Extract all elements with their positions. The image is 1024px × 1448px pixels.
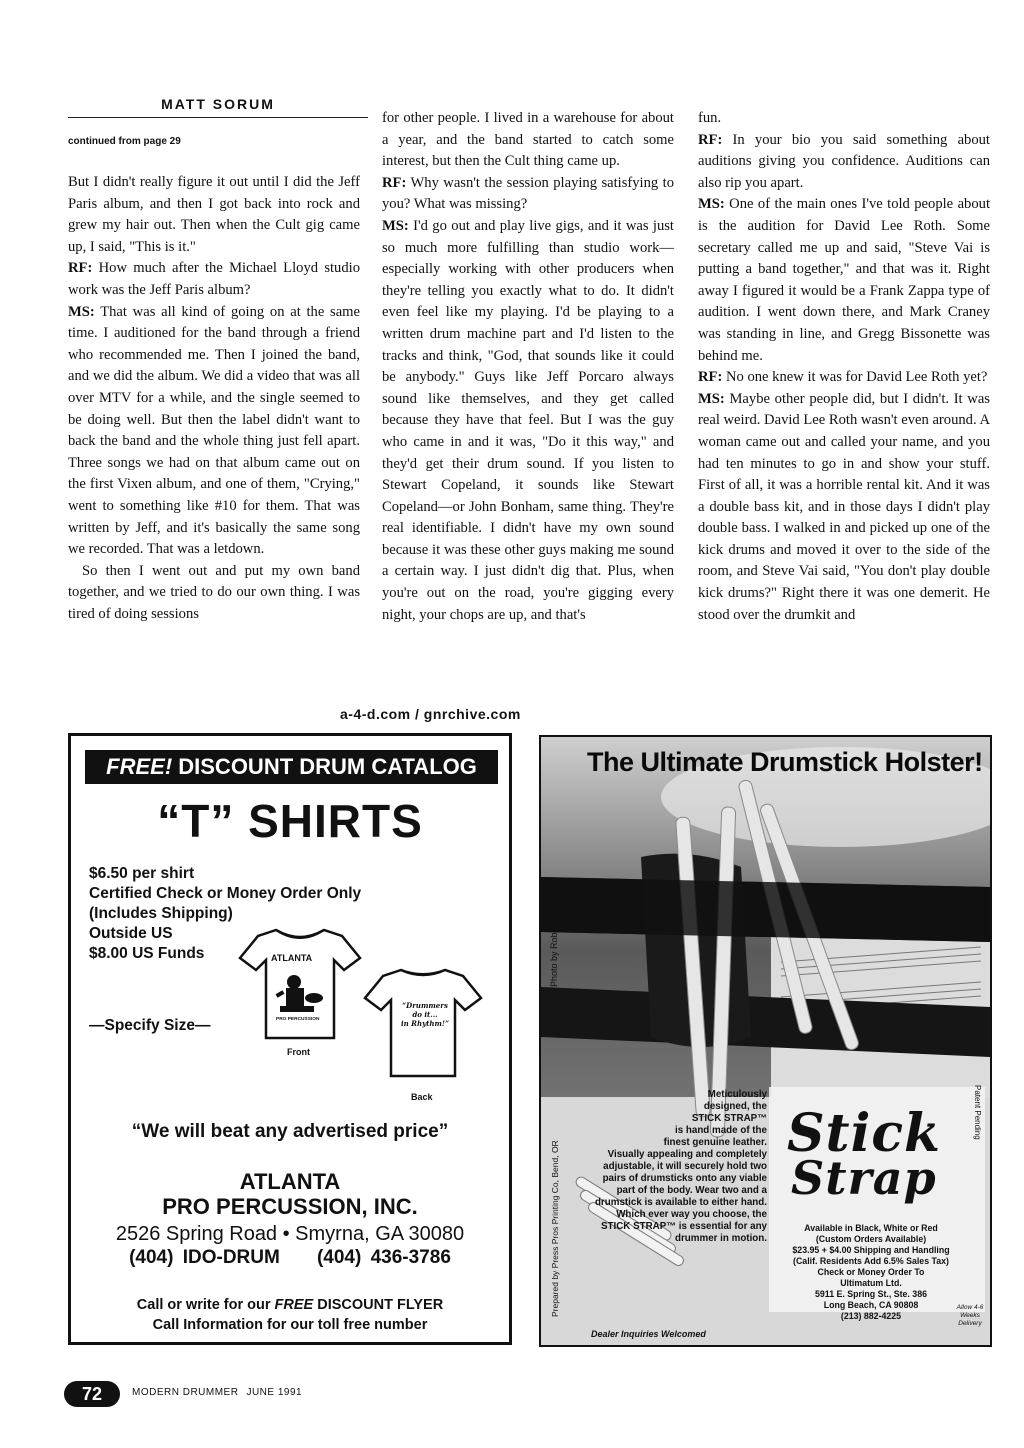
back-shirt-line: in Rhythm!”: [401, 1019, 449, 1028]
copy-line: drummer in motion.: [675, 1233, 767, 1244]
magazine-name: MODERN DRUMMER: [132, 1387, 239, 1398]
patent-note: Patent Pending: [973, 1085, 982, 1140]
dealer-note: Dealer Inquiries Welcomed: [591, 1329, 706, 1339]
front-shirt-sub: PRO PERCUSSION: [276, 1017, 320, 1022]
order-line: $23.95 + $4.00 Shipping and Handling: [792, 1245, 950, 1255]
banner-text: DISCOUNT DRUM CATALOG: [172, 754, 477, 779]
price-line: Certified Check or Money Order Only: [89, 885, 362, 902]
speaker-label: RF:: [698, 369, 723, 386]
back-shirt-line: “Drummers: [402, 1001, 448, 1010]
order-line: (213) 882-4225: [840, 1311, 902, 1321]
back-shirt-line: do it...: [412, 1010, 438, 1019]
article-paragraph: [698, 389, 990, 627]
call-post: DISCOUNT FLYER: [313, 1297, 444, 1313]
ad-headline: The Ultimate Drumstick Holster!: [587, 747, 983, 777]
price-line: Outside US: [89, 925, 173, 942]
article-column-2: [382, 108, 674, 626]
article-paragraph: [68, 172, 360, 258]
paragraph-text: One of the main ones I've told people about is the audition for David Lee Roth. Some secretary called me up and said, "Steve Vai is putting a band together," and that was it. Right away I figured it would be a Frank Zappa type of audition. I went down there, and Mark Craney was standing in line, and Gregg Bissonette was behind me.: [698, 196, 990, 364]
back-shirt-text: [401, 1001, 449, 1028]
article-paragraph: [68, 561, 360, 626]
call-info: Call Information for our toll free number: [152, 1317, 428, 1333]
paragraph-text: How much after the Michael Lloyd studio work was the Jeff Paris album?: [68, 260, 360, 298]
copy-line: pairs of drumsticks onto any viable: [602, 1173, 767, 1184]
copy-line: adjustable, it will securely hold two: [603, 1161, 767, 1172]
article-column-1: [68, 172, 360, 625]
article-paragraph: [382, 216, 674, 626]
issue-date: JUNE 1991: [246, 1387, 303, 1398]
article-paragraph: [698, 367, 990, 389]
ad-banner: [85, 750, 498, 784]
footer-line: [132, 1387, 310, 1398]
back-label: Back: [411, 1092, 433, 1102]
speaker-label: RF:: [68, 260, 93, 277]
article-paragraph: [382, 173, 674, 216]
front-shirt-text: ATLANTA: [271, 953, 313, 963]
price-line: $8.00 US Funds: [89, 945, 205, 962]
paragraph-text: But I didn't really figure it out until I did the Jeff Paris album, and then I got back into rock and grew my hair out. Then when the Cult gig came up, I said, "This is it.": [68, 174, 360, 255]
paragraph-text: for other people. I lived in a warehouse for about a year, and the band started to catch some interest, but then the Cult thing came up.: [382, 110, 674, 170]
price-quote: “We will beat any advertised price”: [131, 1121, 449, 1142]
price-line: $6.50 per shirt: [89, 865, 195, 882]
ad-copy: [571, 1089, 767, 1245]
company-phones: [71, 1247, 509, 1269]
paragraph-text: So then I went out and put my own band together, and we tried to do our own thing. I was tired of doing sessions: [68, 562, 360, 622]
speaker-label: RF:: [698, 131, 723, 148]
banner-free: FREE!: [106, 754, 173, 779]
delivery-line: Allow 4-6: [956, 1304, 984, 1311]
delivery-note: [951, 1304, 989, 1328]
stickstrap-ad: [539, 735, 992, 1347]
company-name-line2: PRO PERCUSSION, INC.: [162, 1194, 418, 1219]
paragraph-text: That was all kind of going on at the same time. I auditioned for the band through a friend who recommended me. Then I joined the band, and we did the album. We did a video that was all over MTV for a while, and the single seemed to be doing well. But then the label didn't want to back the band and the whole thing just fell apart. Three songs we had on that album came out on the first Vixen album, and one of them, "Crying," went to something like #10 for them. That was written by Jeff, and it's basically the same song we recorded. That was a letdown.: [68, 303, 360, 558]
copy-line: Meticulously: [707, 1089, 767, 1100]
front-label: Front: [287, 1047, 310, 1057]
company-address: 2526 Spring Road • Smyrna, GA 30080: [115, 1223, 465, 1245]
order-line: Long Beach, CA 90808: [823, 1300, 919, 1310]
running-head: MATT SORUM: [161, 96, 275, 112]
paragraph-text: fun.: [698, 110, 722, 126]
specify-size: —Specify Size—: [89, 1017, 211, 1034]
article-paragraph: [698, 130, 990, 195]
article-paragraph: [382, 108, 674, 173]
logo-strap: Strap: [791, 1151, 937, 1205]
continued-note: continued from page 29: [68, 136, 181, 147]
phone-1: (404) IDO-DRUM: [129, 1247, 280, 1268]
front-tshirt-icon: [236, 924, 364, 1042]
article-column-3: [698, 108, 990, 626]
article-paragraph: [698, 194, 990, 367]
order-info: [769, 1223, 973, 1322]
copy-line: drumstick is available to either hand.: [594, 1197, 767, 1208]
order-line: 5911 E. Spring St., Ste. 386: [815, 1289, 927, 1299]
delivery-line: Weeks: [960, 1312, 980, 1319]
article-paragraph: [68, 302, 360, 561]
order-line: (Calif. Residents Add 6.5% Sales Tax): [793, 1256, 949, 1266]
article-paragraph: [68, 258, 360, 301]
paragraph-text: Maybe other people did, but I didn't. It was real weird. David Lee Roth wasn't even around. A woman came out and called your name, and you had ten minutes to go in and show your stuff. First of all, it was a horrible rental kit. And it was a double bass kit, and in those days I didn't play double bass. I walked in and picked up one of the kick drums and moved it over to the side of the room, and Steve Vai said, "You don't play double kick drums?" Right there it was one demerit. He stood over the drumkit and: [698, 390, 990, 623]
watermark: a-4-d.com / gnrchive.com: [340, 706, 521, 722]
copy-line: Visually appealing and completely: [607, 1149, 767, 1160]
copy-line: STICK STRAP™: [691, 1113, 767, 1124]
copy-line: is hand made of the: [675, 1125, 767, 1136]
call-pre: Call or write for our: [136, 1297, 275, 1313]
price-line: (Includes Shipping): [89, 905, 233, 922]
company-name-line1: ATLANTA: [239, 1169, 341, 1194]
copy-line: designed, the: [703, 1101, 767, 1112]
copy-line: STICK STRAP™ is essential for any: [600, 1221, 767, 1232]
printer-credit: Prepared by Press Pros Printing Co, Bend, OR: [550, 1140, 560, 1317]
order-line: Ultimatum Ltd.: [840, 1278, 902, 1288]
photo-credit: Photo by Rob Fisher: [549, 904, 559, 987]
paragraph-text: No one knew it was for David Lee Roth yet?: [722, 369, 988, 386]
copy-line: Which ever way you choose, the: [616, 1209, 767, 1220]
logo-stick: Stick: [787, 1103, 942, 1164]
speaker-label: RF:: [382, 174, 407, 191]
order-line: (Custom Orders Available): [815, 1234, 927, 1244]
page-number: 72: [64, 1381, 120, 1407]
copy-line: part of the body. Wear two and a: [616, 1185, 767, 1196]
ad-title: “T” SHIRTS: [157, 795, 423, 847]
paragraph-text: I'd go out and play live gigs, and it was just so much more fulfilling than studio work—especially working with other producers when they're telling you exactly what to do. It didn't even feel like my playing. I'd be playing to a written drum machine part and I'd listen to the tracks and think, "God, that sounds like it could be anybody." Guys like Jeff Porcaro always sound like themselves, and they get called because they have that feel. But I was the guy who came in and it was, "Do it this way," and they'd get their drum sound. If you listen to Stewart Copeland, it sounds like Stewart Copeland—or John Bonham, same thing. They're real identifiable. I didn't have my own sound because it was these other guys making me sound a certain way. I just didn't dig that. Plus, when you're out on the road, you're gigging every night, your chops are up, and that's: [382, 217, 674, 623]
running-head-rule: [68, 117, 368, 118]
paragraph-text: In your bio you said something about auditions giving you confidence. Auditions can also rip you apart.: [698, 131, 990, 191]
paragraph-text: Why wasn't the session playing satisfying to you? What was missing?: [382, 174, 674, 213]
call-free: FREE: [274, 1297, 314, 1313]
speaker-label: MS:: [382, 217, 409, 234]
order-line: Available in Black, White or Red: [804, 1223, 938, 1233]
article-paragraph: [698, 108, 990, 130]
speaker-label: MS:: [698, 390, 725, 407]
speaker-label: MS:: [698, 196, 725, 213]
delivery-line: Delivery: [958, 1320, 982, 1327]
tshirt-ad: [68, 733, 512, 1345]
order-line: Check or Money Order To: [817, 1267, 925, 1277]
copy-line: finest genuine leather.: [663, 1137, 767, 1148]
phone-2: (404) 436-3786: [316, 1247, 451, 1268]
call-line: [71, 1297, 509, 1313]
speaker-label: MS:: [68, 303, 95, 320]
